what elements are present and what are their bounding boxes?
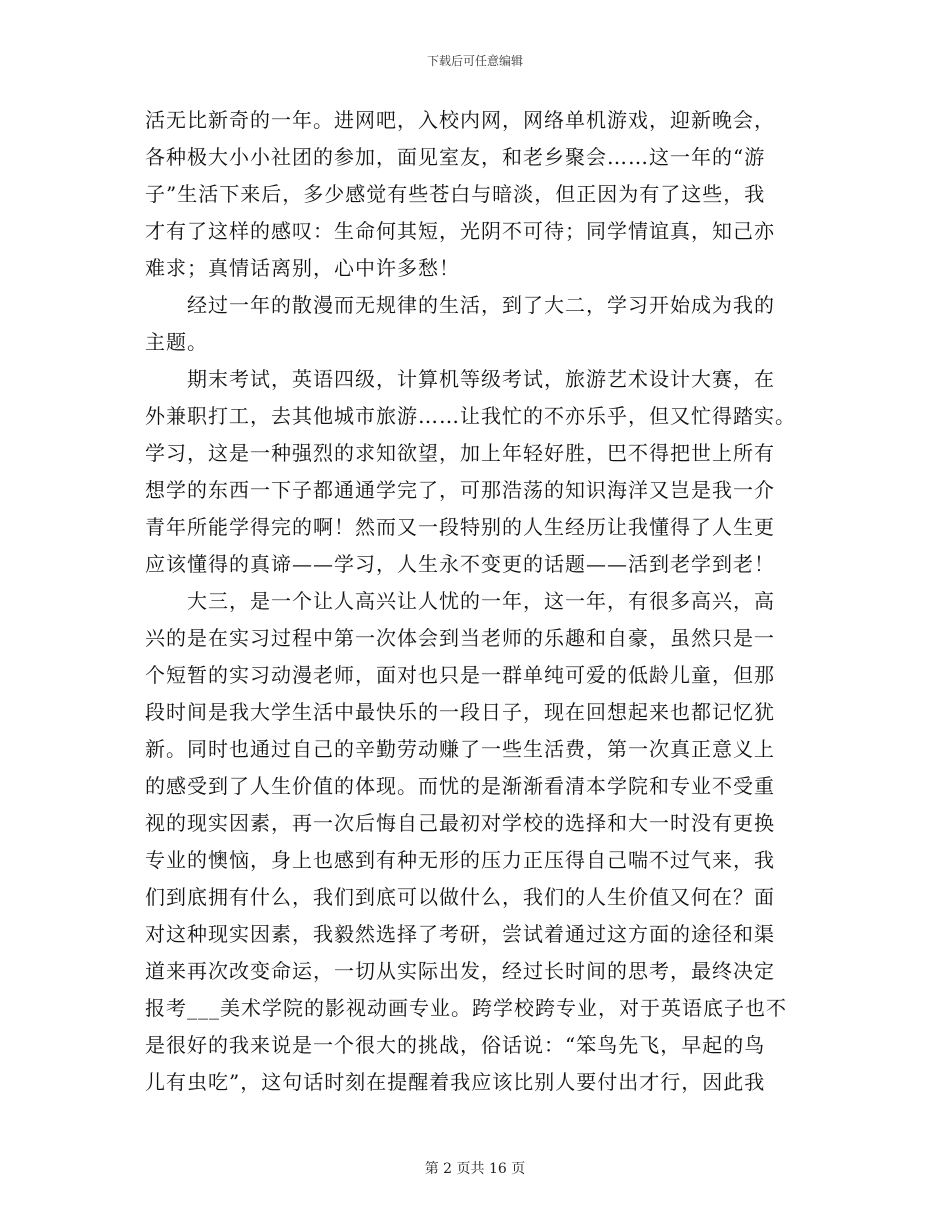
text-line: 的感受到了人生价值的体现。而忧的是渐渐看清本学院和专业不受重 xyxy=(145,774,775,798)
text-line: 专业的懊恼，身上也感到有种无形的压力正压得自己喘不过气来，我 xyxy=(145,848,775,872)
text-line: 个短暂的实习动漫老师，面对也只是一群单纯可爱的低龄儿童，但那 xyxy=(145,663,775,687)
text-line: 活无比新奇的一年。进网吧，入校内网，网络单机游戏，迎新晚会， xyxy=(145,108,775,132)
text-line: 新。同时也通过自己的辛勤劳动赚了一些生活费，第一次真正意义上 xyxy=(145,737,775,761)
text-line: 报考___美术学院的影视动画专业。跨学校跨专业，对于英语底子也不 xyxy=(145,996,787,1020)
text-line: 学习，这是一种强烈的求知欲望，加上年轻好胜，巴不得把世上所有 xyxy=(145,441,775,465)
text-line: 应该懂得的真谛——学习，人生永不变更的话题——活到老学到老！ xyxy=(145,552,775,576)
document-body xyxy=(145,102,805,1101)
page-header-note: 下载后可任意编辑 xyxy=(426,54,523,68)
text-line: 经过一年的散漫而无规律的生活，到了大二，学习开始成为我的 xyxy=(187,293,775,317)
text-line: 们到底拥有什么，我们到底可以做什么，我们的人生价值又何在？面 xyxy=(145,885,775,909)
text-line: 视的现实因素，再一次后悔自己最初对学校的选择和大一时没有更换 xyxy=(145,811,775,835)
text-line: 是很好的我来说是一个很大的挑战，俗话说：“笨鸟先飞，早起的鸟 xyxy=(145,1033,766,1057)
text-line: 段时间是我大学生活中最快乐的一段日子，现在回想起来也都记忆犹 xyxy=(145,700,775,724)
text-line: 对这种现实因素，我毅然选择了考研，尝试着通过这方面的途径和渠 xyxy=(145,922,775,946)
text-line: 期末考试，英语四级，计算机等级考试，旅游艺术设计大赛，在 xyxy=(187,367,775,391)
text-line: 儿有虫吃”，这句话时刻在提醒着我应该比别人要付出才行，因此我 xyxy=(145,1070,766,1094)
text-line: 各种极大小小社团的参加，面见室友，和老乡聚会……这一年的“游 xyxy=(145,145,766,169)
text-line: 子”生活下来后，多少感觉有些苍白与暗淡，但正因为有了这些，我 xyxy=(145,182,766,206)
text-line: 道来再次改变命运，一切从实际出发，经过长时间的思考，最终决定 xyxy=(145,959,775,983)
text-line: 才有了这样的感叹：生命何其短，光阴不可待；同学情谊真，知己亦 xyxy=(145,219,775,243)
text-line: 青年所能学得完的啊！然而又一段特别的人生经历让我懂得了人生更 xyxy=(145,515,775,539)
text-line: 主题。 xyxy=(145,330,208,354)
text-line: 想学的东西一下子都通通学完了，可那浩荡的知识海洋又岂是我一介 xyxy=(145,478,775,502)
text-line: 兴的是在实习过程中第一次体会到当老师的乐趣和自豪，虽然只是一 xyxy=(145,626,775,650)
text-line: 外兼职打工，去其他城市旅游……让我忙的不亦乐乎，但又忙得踏实。 xyxy=(145,404,796,428)
text-line: 难求；真情话离别，心中许多愁！ xyxy=(145,256,460,280)
page-number-footer: 第 2 页共 16 页 xyxy=(424,1161,526,1177)
text-line: 大三，是一个让人高兴让人忧的一年，这一年，有很多高兴，高 xyxy=(187,589,775,613)
